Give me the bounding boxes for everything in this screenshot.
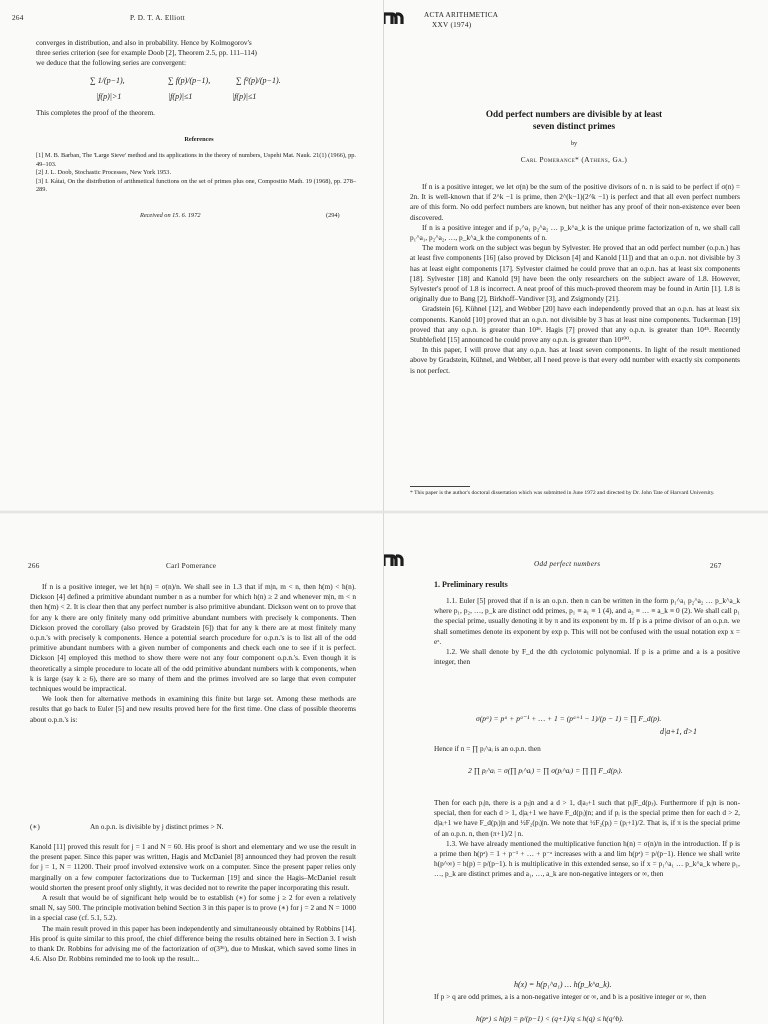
journal-name: ACTA ARITHMETICA	[424, 11, 499, 19]
page-number: 266	[28, 562, 40, 570]
equation-h-multiplicative: h(x) = h(p₁^a₁) … h(p_k^a_k).	[514, 980, 612, 989]
intro-continued	[30, 582, 356, 725]
star-statement: An o.p.n. is divisible by j distinct primes > N.	[90, 822, 224, 831]
icm-logo	[384, 8, 406, 27]
paragraph: If n is a positive integer, we let σ(n) be the sum of the positive divisors of n. n is said to be perfect if σ(n) = 2n. It is well-known that if 2^k −1 is prime, then 2^(k−1)(2^k −1) is perfect and that all even perfect numbers are of this form. No odd perfect numbers are known, but neither has any proof of their non-existence ever been discovered.	[410, 182, 740, 222]
reference-item: [1] M. B. Barban, The 'Large Sieve' method and its applications in the theory of numbers, Uspehi Mat. Nauk. 21(1) (1966), pp. 49–103.	[36, 152, 356, 168]
footnote-rule	[410, 486, 470, 487]
paragraph: If n is a positive integer and if p₁^a₁ p₂^a₂ … p_k^a_k is the unique prime factorization of n, we shall call p₁^a₁, p₂^a₂, …, p_k^a_k the components of n.	[410, 222, 740, 243]
running-head: Carl Pomerance	[166, 562, 217, 570]
reference-list	[36, 152, 356, 195]
paragraph: 1.2. We shall denote by F_d the dth cyclotomic polynomial. If p is a prime and a is a positive integer, then	[434, 647, 740, 667]
article-title	[414, 108, 734, 132]
paragraph: 1.1. Euler [5] proved that if n is an o.p.n. then n can be written in the form p₁^a₁ p₂^a₂ … p_k^a_k where p₁, p₂, …, p_k are distinct odd primes, p₁ ≡ a₁ ≡ 1 (4), and a₂ ≡ … ≡ a_k ≡ 0 (2). We shall call p₁ the special prime, usually denoting it by π and its exponent by m. If p is a prime divisor of an o.p.n. we shall sometimes denote its exponent by exp p. This will not be confused with the usual notation exp x = eˣ.	[434, 596, 740, 646]
intro-text	[36, 38, 362, 69]
paragraph-1-1	[434, 596, 740, 667]
introduction-body	[410, 182, 740, 376]
footnote: * This paper is the author's doctoral dissertation which was submitted in June 1972 and directed by Dr. John Tate of Harvard University.	[410, 490, 715, 496]
page-264	[0, 0, 383, 510]
paragraph: Gradstein [6], Kühnel [12], and Webber [20] have each independently proved that an o.p.n. has at least six components. Kanold [10] proved that an o.p.n. not divisible by 3 has at least nine components. Tuckerman [19] proved that any o.p.n. is greater than 10³⁶. Hagis [7] proved that any o.p.n. is greater than 10⁴⁵. Recently Stubblefield [15] announced he could prove any o.p.n. is greater than 10¹⁰⁰.	[410, 304, 740, 345]
reference-item: [2] J. L. Doob, Stochastic Processes, New York 1953.	[36, 169, 172, 177]
references-heading: References	[184, 136, 214, 143]
paragraph: The modern work on the subject was begun by Sylvester. He proved that an odd perfect number (o.p.n.) has at least five components [16] (also proved by Dickson [4] and Kanold [11]) and that an o.p.n. not divisible by 3 has at least eight components [17]. Sylvester claimed he could prove that an o.p.n. has at least six components [18]. Sylvester [18] and Kanold [9] have been the only researchers on the subject aware of 1.8. However, Sylvester's proof of 1.8 is incorrect. A neat proof of this much-proved theorem may be found in Artin [1]. 1.8 is originally due to Bang [2], Birkhoff–Vandiver [3], and Zsigmondy [21].	[410, 243, 740, 304]
paragraph: We look then for alternative methods in examining this finite but large set. Among these methods are results that go back to Euler [5] and new results proved here for the first time. One class of possible theorems about o.p.n.'s is:	[30, 694, 356, 724]
proof-complete: This completes the proof of the theorem.	[36, 108, 155, 117]
body-continued	[30, 842, 356, 964]
series-2: ∑ f(p)/(p−1),	[168, 76, 211, 85]
star-label: (∗)	[30, 822, 40, 831]
series-2-sub: |f(p)|≤1	[168, 92, 193, 101]
page-267	[384, 514, 768, 1024]
intro-line: three series criterion (see for example Doob [2], Theorem 2.5, pp. 111–114)	[36, 48, 257, 58]
page-number: 267	[710, 562, 722, 570]
paragraph-1-2-cont	[434, 798, 740, 880]
page-number: 264	[12, 14, 24, 22]
journal-volume: XXV (1974)	[432, 21, 472, 29]
paragraph: A result that would be of significant help would be to establish (∗) for some j ≥ 2 for even a relatively small N, say 500. The principle motivation behind Section 3 in this paper is to prove (∗) for j = 2 and N = 1000 in a special case (cf. 5.1, 5.2).	[30, 893, 356, 923]
by-label: by	[570, 140, 578, 147]
equation-sigma-sub: d|a+1, d>1	[660, 727, 697, 736]
paragraph: The main result proved in this paper has been independently and simultaneously obtained by Robbins [14]. His proof is quite similar to this proof, the chief difference being the results obtained here in Section 3. I wish to thank Dr. Robbins for advising me of the factorization of σ(3³⁶), due to Muskat, which saved some lines in 4.6. Also Dr. Robbins reminded me to look up the result...	[30, 923, 356, 964]
intro-line: we deduce that the following series are convergent:	[36, 58, 187, 68]
equation-product: 2 ∏ pᵢ^aᵢ = σ(∏ pᵢ^aᵢ) = ∏ σ(pᵢ^aᵢ) = ∏ ∏ F_d(pᵢ).	[468, 766, 623, 775]
paragraph: Then for each pᵢ|n, there is a pⱼ|n and a d > 1, d|aⱼ+1 such that pᵢ|F_d(pⱼ). Furthermore if pᵢ|n is non-special, then for each d > 1, d|aᵢ+1 we have F_d(pᵢ)|n; and if pᵢ is the special prime then for each d > 2, d|aᵢ+1 we have F_d(pᵢ)|n and ½F₂(pᵢ)|n. We note that ½F₂(pᵢ) = (pᵢ+1)/2. That is, if π is the special prime of an o.p.n. n, then (π+1)/2 | n.	[434, 798, 740, 838]
paragraph: Kanold [11] proved this result for j = 1 and N = 60. His proof is short and elementary and we use the result in the present paper. Since this paper was written, Hagis and McDaniel [8] announced they had proven the result for j = 1, N = 11200. Their proof involved extensive work on a computer. Since the present paper relies only marginally on a few computer factorizations due to Tuckerman [19] and since the Hagis–McDaniel result would shorten the present proof only slightly, it was decided not to rewrite the paper incorporating this result.	[30, 842, 356, 892]
spread-divider-horizontal	[0, 511, 768, 513]
paragraph: If n is a positive integer, we let h(n) = σ(n)/n. We shall see in 1.3 that if m|n, m < n, then h(m) < h(n). Dickson [4] defined a primitive abundant number n as a number for which h(n) ≥ 2 and whenever m|n, m < n then h(m) < 2. It is clear then that any perfect number is also primitive abundant. Dickson went on to prove that for any k there are only finitely many odd primitive abundant numbers with precisely k components. Then Dickson proved the corollary (also proved by Gradstein [6]) that for any k there are at most finitely many o.p.n.'s with precisely k components. Hence a potential search procedure for o.p.n.'s is to list all of the odd primitive abundant numbers with a given number of components and check each one to see if it is perfect. Dickson [4] employed this method to show there were not any four component o.p.n.'s. Even though it is theoretically a simple procedure to locate all of the odd primitive abundant numbers with k components, when k is large (say k ≥ 6), there are so many of them and the primes involved are so large that even computer techniques would be impractical.	[30, 582, 356, 694]
author-line: Carl Pomerance* (Athens, Ga.)	[520, 155, 628, 164]
equation-h-inequality: h(pᵃ) ≤ h(p) = p/(p−1) < (q+1)/q ≤ h(q) ≤ h(q^b).	[476, 1014, 624, 1023]
equation-sigma: σ(pᵃ) = pᵃ + pᵃ⁻¹ + … + 1 = (pᵃ⁺¹ − 1)/(p − 1) = ∏ F_d(p).	[476, 714, 662, 723]
icm-logo	[384, 550, 406, 569]
running-head: P. D. T. A. Elliott	[130, 14, 185, 22]
received-number: (294)	[326, 212, 340, 219]
reference-item: [3] I. Kátai, On the distribution of arithmetical functions on the set of primes plus one, Compositio Math. 19 (1968), pp. 278–289.	[36, 177, 356, 194]
paragraph: In this paper, I will prove that any o.p.n. has at least seven components. In light of the result mentioned above by Gradstein, Kühnel, and Webber, all I need prove is that every odd number with exactly six components is not perfect.	[410, 345, 740, 375]
title-line-1: Odd perfect numbers are divisible by at least	[485, 109, 663, 119]
paragraph: 1.3. We have already mentioned the multiplicative function h(n) = σ(n)/n in the introduction. If p is a prime then h(pᵃ) = 1 + p⁻¹ + … + p⁻ᵃ increases with a and lim h(pᵃ) = p/(p−1). Hence we shall write h(p^∞) = h(p) = p/(p−1). h is multiplicative in this extended sense, so if x = p₁^a₁ … p_k^a_k where p₁, …, p_k are distinct primes and a₁, …, a_k are non-negative integers or ∞, then	[434, 838, 740, 879]
page-263	[384, 0, 768, 510]
hence-line: Hence if n = ∏ pᵢ^aᵢ is an o.p.n. then	[434, 744, 541, 753]
paragraph-1-3-cont: If p > q are odd primes, a is a non-negative integer or ∞, and b is a positive integer or ∞, then	[434, 992, 707, 1001]
title-line-2: seven distinct primes	[532, 121, 616, 131]
series-1-sub: |f(p)|>1	[96, 92, 122, 101]
running-head: Odd perfect numbers	[534, 560, 601, 568]
series-3-sub: |f(p)|≤1	[232, 92, 257, 101]
received-date: Received on 15. 6. 1972	[140, 212, 201, 219]
intro-line: converges in distribution, and also in probability. Hence by Kolmogorov's	[36, 38, 252, 47]
series-3: ∑ f²(p)/(p−1).	[236, 76, 281, 85]
page-266	[0, 514, 383, 1024]
section-heading: 1. Preliminary results	[434, 580, 508, 589]
series-1: ∑ 1/(p−1),	[90, 76, 125, 85]
